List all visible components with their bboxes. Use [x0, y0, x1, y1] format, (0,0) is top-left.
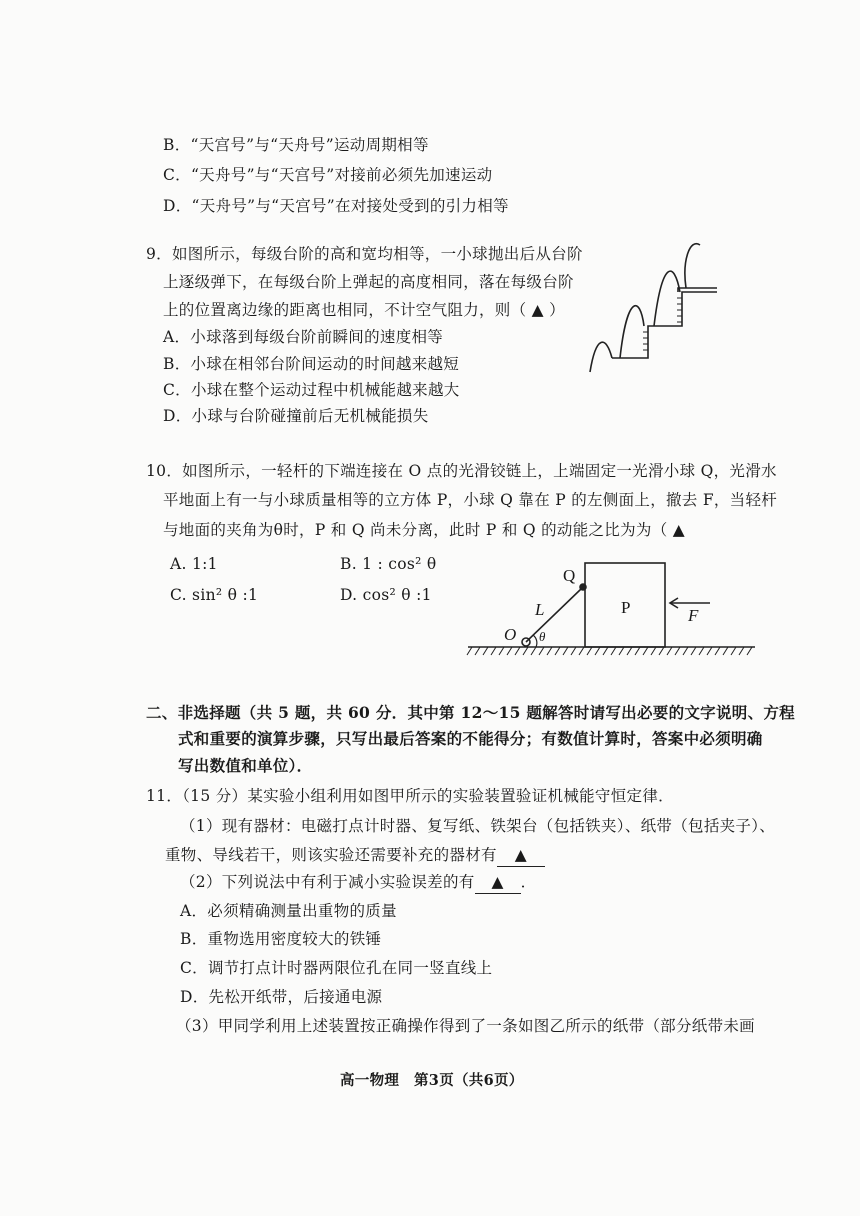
q10-option-a: A. 1:1 [170, 555, 218, 573]
q11-part2-end: ． [520, 873, 537, 891]
q10-stem-line2: 平地面上有一与小球质量相等的立方体 P，小球 Q 靠在 P 的左侧面上，撤去 F，当轻杆 [163, 491, 778, 509]
q8-option-c: C．“天舟号”与“天宫号”对接前必须先加速运动 [163, 166, 493, 184]
label-f: F [688, 606, 699, 625]
q11-option-c: C．调节打点计时器两限位孔在同一竖直线上 [180, 959, 493, 977]
q11-option-d: D．先松开纸带，后接通电源 [180, 988, 383, 1006]
q9-stem-line2: 上逐级弹下，在每级台阶上弹起的高度相同，落在每级台阶 [163, 273, 574, 291]
q10-stem-line3: 与地面的夹角为θ时，P 和 Q 尚未分离，此时 P 和 Q 的动能之比为为（ ▲ [163, 521, 685, 539]
label-theta: θ [539, 629, 546, 644]
q9-stem-line3: 上的位置离边缘的距离也相同，不计空气阻力，则（ ▲ ） [163, 301, 565, 319]
page-footer: 高一物理 第3页（共6页） [340, 1072, 524, 1089]
q8-option-d: D．“天舟号”与“天宫号”在对接处受到的引力相等 [163, 197, 509, 215]
rod-cube-figure [460, 555, 760, 663]
q11-part1-text: 重物、导线若干，则该实验还需要补充的器材有 [165, 846, 497, 864]
section2-line3: 写出数值和单位）． [178, 756, 313, 775]
q8-option-b: B．“天宫号”与“天舟号”运动周期相等 [163, 136, 429, 154]
q11-part2-line [180, 871, 536, 894]
q11-option-b: B．重物选用密度较大的铁锤 [180, 930, 382, 948]
section2-line2: 式和重要的演算步骤，只写出最后答案的不能得分；有数值计算时，答案中必须明确 [178, 729, 763, 748]
q9-stem-line1: 9．如图所示，每级台阶的高和宽均相等，一小球抛出后从台阶 [146, 245, 583, 263]
q11-part2-answer-blank: ▲ [475, 871, 521, 894]
label-p: P [621, 598, 631, 617]
q9-option-d: D．小球与台阶碰撞前后无机械能损失 [163, 407, 429, 425]
q9-option-b: B．小球在相邻台阶间运动的时间越来越短 [163, 355, 460, 373]
q11-part1-answer-blank: ▲ [497, 844, 545, 867]
section2-line1: 二、非选择题（共 5 题，共 60 分．其中第 12～15 题解答时请写出必要的文字说明、方程 [146, 703, 795, 722]
q10-stem-line1: 10．如图所示，一轻杆的下端连接在 O 点的光滑铰链上，上端固定一光滑小球 Q，光滑水 [146, 462, 777, 480]
q9-option-c: C．小球在整个运动过程中机械能越来越大 [163, 381, 460, 399]
q11-stem: 11．（15 分）某实验小组利用如图甲所示的实验装置验证机械能守恒定律． [146, 787, 674, 805]
q11-part3-line1: （3）甲同学利用上述装置按正确操作得到了一条如图乙所示的纸带（部分纸带未画 [176, 1017, 755, 1035]
q11-option-a: A．必须精确测量出重物的质量 [180, 902, 397, 920]
q10-option-c: C. sin² θ :1 [170, 586, 259, 604]
q10-option-b: B. 1 : cos² θ [340, 555, 437, 573]
q11-part2-text: （2）下列说法中有利于减小实验误差的有 [180, 873, 475, 891]
label-o: O [504, 625, 517, 644]
q10-option-d: D. cos² θ :1 [340, 586, 432, 604]
q9-option-a: A．小球落到每级台阶前瞬间的速度相等 [163, 328, 444, 346]
q11-part1-line2 [165, 844, 545, 867]
q11-part1-line1: （1）现有器材：电磁打点计时器、复写纸、铁架台（包括铁夹）、纸带（包括夹子）、 [180, 817, 776, 835]
label-l: L [535, 600, 545, 619]
label-q: Q [563, 566, 576, 585]
staircase-figure [582, 240, 732, 375]
